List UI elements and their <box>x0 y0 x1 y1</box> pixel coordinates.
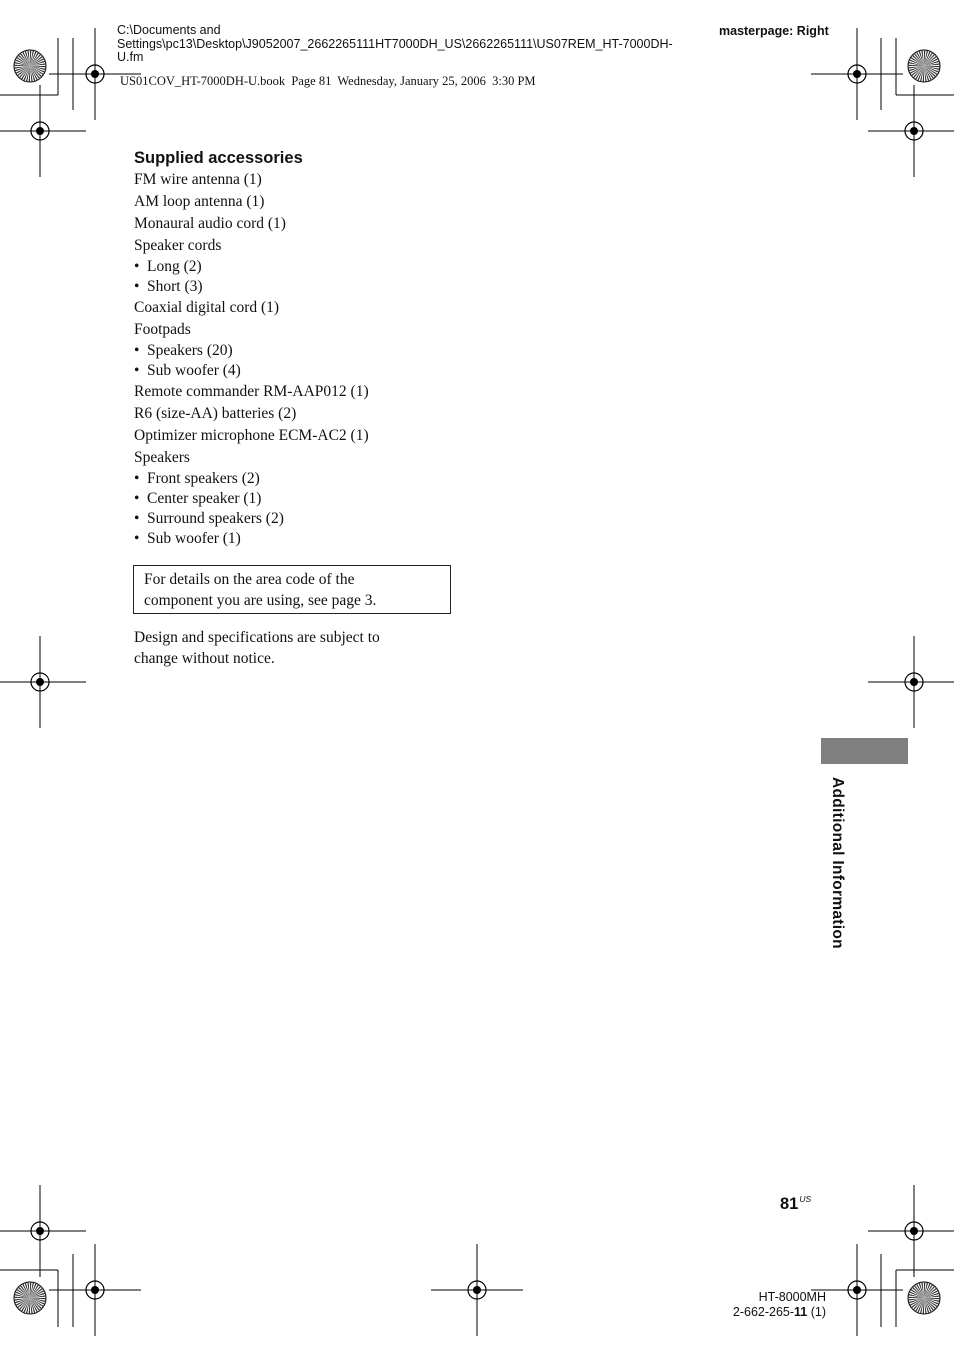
item-text: R6 (size-AA) batteries (2) <box>134 405 297 422</box>
item-text: Surround speakers (2) <box>147 510 284 527</box>
header-book-info: US01COV_HT-7000DH-U.book Page 81 Wednesday, January 25, 2006 3:30 PM <box>120 74 536 88</box>
item-text: Coaxial digital cord (1) <box>134 299 280 316</box>
page-number-suffix: US <box>799 1194 812 1204</box>
bullet-mark: • <box>134 530 140 547</box>
header-file-path: C:\Documents and Settings\pc13\Desktop\J9052007_2662265111HT7000DH_US\2662265111\US07REM_HT-7000DH-U.fm <box>117 23 673 64</box>
item-text: FM wire antenna (1) <box>134 171 262 188</box>
registration-mark-icon <box>431 1244 523 1336</box>
registration-mark-icon <box>811 1244 903 1336</box>
part-number-bold: 11 <box>794 1305 808 1319</box>
item-text: AM loop antenna (1) <box>134 193 265 210</box>
note-line-2: component you are using, see page 3. <box>144 592 377 609</box>
registration-mark-icon <box>811 28 903 120</box>
bullet-mark: • <box>134 362 140 379</box>
bullet-mark: • <box>134 342 140 359</box>
item-text: Sub woofer (4) <box>147 362 241 379</box>
item-text: Monaural audio cord (1) <box>134 215 286 232</box>
bullet-mark: • <box>134 278 140 295</box>
item-text: Long (2) <box>147 258 202 275</box>
item-text: Front speakers (2) <box>147 470 260 487</box>
disclaimer-line-2: change without notice. <box>134 650 275 667</box>
item-text: Optimizer microphone ECM-AC2 (1) <box>134 427 369 444</box>
part-number-suffix: (1) <box>807 1305 826 1319</box>
bullet-mark: • <box>134 470 140 487</box>
color-wheel-icon <box>14 1282 46 1314</box>
bullet-mark: • <box>134 490 140 507</box>
note-line-1: For details on the area code of the <box>144 571 355 588</box>
registration-mark-icon <box>868 636 954 728</box>
header-masterpage-label: masterpage: Right <box>719 24 829 38</box>
color-wheel-icon <box>908 50 940 82</box>
item-text: Speakers <box>134 449 190 466</box>
registration-mark-icon <box>0 636 86 728</box>
part-number-prefix: 2-662-265- <box>732 1305 795 1319</box>
section-heading: Supplied accessories <box>134 149 303 167</box>
disclaimer-line-1: Design and specifications are subject to <box>134 629 380 646</box>
page-number-value: 81 <box>780 1195 799 1213</box>
item-text: Short (3) <box>147 278 203 295</box>
item-text: Remote commander RM-AAP012 (1) <box>134 383 369 400</box>
item-text: Footpads <box>134 321 191 338</box>
bullet-mark: • <box>134 258 140 275</box>
bullet-mark: • <box>134 510 140 527</box>
item-text: Speaker cords <box>134 237 222 254</box>
model-number: HT-8000MH <box>758 1290 826 1304</box>
section-tab-text: Additional Information <box>829 777 846 949</box>
registration-mark-icon <box>49 28 141 120</box>
item-text: Sub woofer (1) <box>147 530 241 547</box>
color-wheel-icon <box>14 50 46 82</box>
registration-mark-icon <box>49 1244 141 1336</box>
item-text: Speakers (20) <box>147 342 233 359</box>
color-wheel-icon <box>908 1282 940 1314</box>
item-text: Center speaker (1) <box>147 490 262 507</box>
